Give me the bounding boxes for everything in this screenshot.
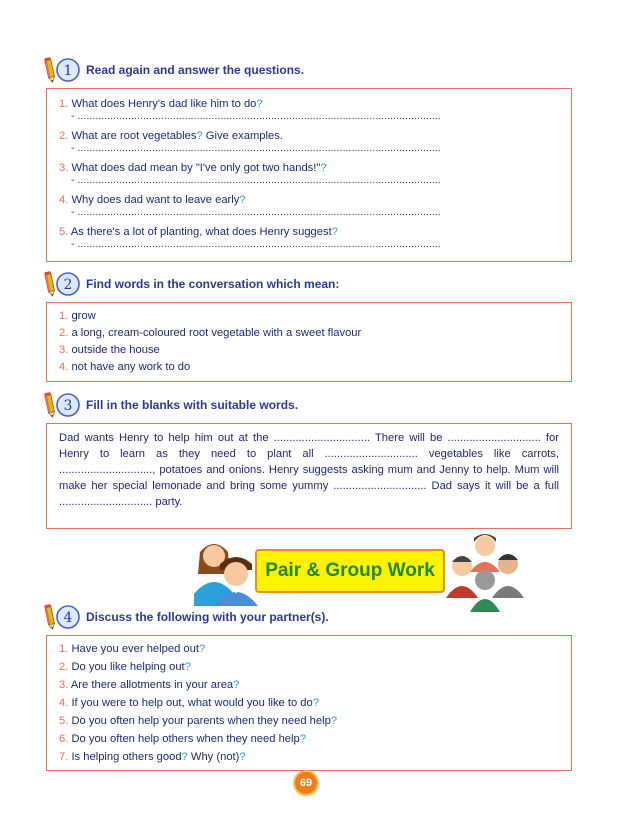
section-4-title: Discuss the following with your partner(s). <box>86 610 329 624</box>
item-text: Are there allotments in your area <box>70 679 234 691</box>
pencil-number-icon <box>44 603 80 631</box>
page-number: 69 <box>293 770 319 796</box>
item-number: 1. <box>59 98 69 110</box>
item-number: 3. <box>59 679 69 691</box>
item-text: a long, cream-coloured root vegetable with a sweet flavour <box>71 327 362 339</box>
list-item <box>59 750 559 768</box>
list-item <box>59 97 559 111</box>
svg-text:4: 4 <box>63 610 73 626</box>
definition-list <box>59 309 559 377</box>
item-number: 4. <box>59 361 69 373</box>
pencil-number-icon <box>44 270 80 298</box>
list-item <box>59 129 559 143</box>
banner-label: Pair & Group Work <box>265 560 435 581</box>
list-item <box>59 714 559 732</box>
list-item <box>59 343 559 360</box>
question-mark: ? <box>198 643 206 655</box>
item-number: 4. <box>59 697 69 709</box>
section-4-box <box>46 635 572 771</box>
question-mark: ? <box>239 194 246 206</box>
list-item <box>59 642 559 660</box>
item-number: 1. <box>59 643 69 655</box>
answer-line[interactable]: - .......................................................................................................................... <box>71 175 441 186</box>
section-2-box <box>46 302 572 382</box>
section-2-title: Find words in the conversation which mean: <box>86 277 340 291</box>
answer-line[interactable]: - .......................................................................................................................... <box>71 207 441 218</box>
svg-text:2: 2 <box>63 277 73 293</box>
question-mark: ? <box>181 751 188 763</box>
item-text-tail: Give examples. <box>202 130 283 142</box>
item-number: 2. <box>59 661 69 673</box>
question-mark: ? <box>256 98 263 110</box>
list-item <box>59 193 559 207</box>
item-text: Have you ever helped out <box>71 643 199 655</box>
item-text: What are root vegetables <box>71 130 197 142</box>
list-item <box>59 660 559 678</box>
question-mark: ? <box>233 679 240 691</box>
item-text-tail: Why (not) <box>187 751 240 763</box>
question-mark: ? <box>312 697 319 709</box>
item-text: Do you often help others when they need help <box>71 733 300 745</box>
pencil-number-icon <box>44 56 80 84</box>
list-item <box>59 678 559 696</box>
question-mark: ? <box>196 130 203 142</box>
section-1-box <box>46 88 572 262</box>
question-list <box>59 97 559 251</box>
item-text: What does Henry's dad like him to do <box>71 98 257 110</box>
group-people-illustration <box>440 528 530 612</box>
question-mark: ? <box>330 715 338 727</box>
svg-text:1: 1 <box>63 63 73 79</box>
list-item <box>59 732 559 750</box>
item-number: 7. <box>59 751 69 763</box>
section-2-heading <box>44 270 339 298</box>
item-number: 2. <box>59 327 69 339</box>
discussion-list <box>59 642 559 768</box>
list-item <box>59 326 559 343</box>
question-mark: ? <box>184 661 191 673</box>
pencil-number-icon <box>44 391 80 419</box>
section-3-box <box>46 423 572 529</box>
item-text: Is helping others good <box>71 751 182 763</box>
pair-group-work-banner <box>255 549 445 593</box>
list-item <box>59 225 559 239</box>
item-number: 3. <box>59 344 69 356</box>
item-text: not have any work to do <box>71 361 191 373</box>
item-number: 3. <box>59 162 69 174</box>
item-number: 2. <box>59 130 69 142</box>
item-text: If you were to help out, what would you like to do <box>71 697 313 709</box>
section-3-title: Fill in the blanks with suitable words. <box>86 398 299 412</box>
section-1-heading <box>44 56 304 84</box>
question-mark: ? <box>331 226 338 238</box>
list-item <box>59 161 559 175</box>
list-item <box>59 360 559 377</box>
item-number: 6. <box>59 733 69 745</box>
question-mark: ? <box>299 733 306 745</box>
item-text: Why does dad want to leave early <box>71 194 240 206</box>
item-text: outside the house <box>71 344 160 356</box>
item-text: What does dad mean by "I've only got two hands!" <box>71 162 321 174</box>
answer-line[interactable]: - .......................................................................................................................... <box>71 143 441 154</box>
fill-in-paragraph: Dad wants Henry to help him out at the ............................... There will be .............................. for Henry to learn as they need to plant all .............................. vegetables like carrots, .............................., potatoes and onions. Henry suggests asking mum and Jenny to help. Mum will make her special lemonade and bring some yummy .............................. Dad says it will be a full .............................. party. <box>59 432 559 508</box>
list-item <box>59 309 559 326</box>
item-number: 4. <box>59 194 69 206</box>
item-text: As there's a lot of planting, what does Henry suggest <box>70 226 332 238</box>
item-text: grow <box>71 310 96 322</box>
item-number: 5. <box>59 715 69 727</box>
section-1-title: Read again and answer the questions. <box>86 63 305 77</box>
children-illustration <box>186 534 266 606</box>
answer-line[interactable]: - .......................................................................................................................... <box>71 239 441 250</box>
item-number: 1. <box>59 310 69 322</box>
question-mark: ? <box>320 162 327 174</box>
section-3-heading <box>44 391 298 419</box>
section-4-heading <box>44 603 329 631</box>
answer-line[interactable]: - .......................................................................................................................... <box>71 111 441 122</box>
item-text: Do you like helping out <box>71 661 185 673</box>
item-text: Do you often help your parents when they need help <box>71 715 331 727</box>
list-item <box>59 696 559 714</box>
item-number: 5. <box>59 226 69 238</box>
svg-text:3: 3 <box>63 398 73 414</box>
question-mark: ? <box>239 751 246 763</box>
